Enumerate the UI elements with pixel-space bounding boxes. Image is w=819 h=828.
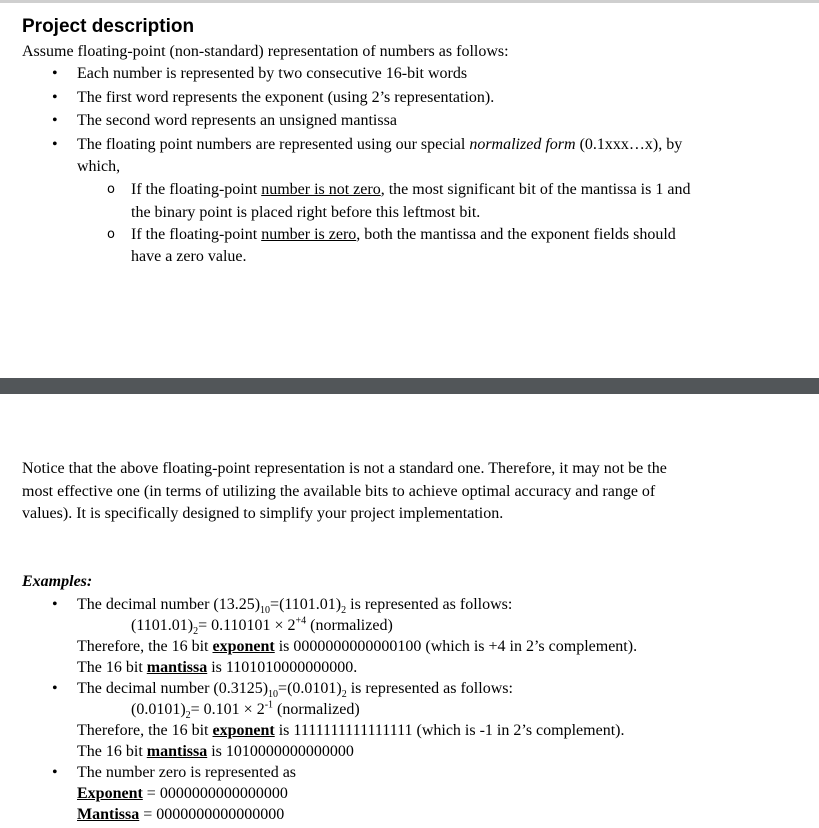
sub-bullet-1: If the floating-point number is not zero, the most significant bit of the mantissa is 1 and <box>131 181 691 198</box>
notice-line-1: Notice that the above floating-point representation is not a standard one. Therefore, it may not be the <box>22 460 667 477</box>
example-1-mantissa: The 16 bit mantissa is 1101010000000000. <box>77 659 358 676</box>
bullet-icon: • <box>52 136 58 153</box>
sub-bullet-1-line-2: the binary point is placed right before this leftmost bit. <box>131 204 481 221</box>
bullet-2: The first word represents the exponent (using 2’s representation). <box>77 89 495 106</box>
page-2 <box>0 394 819 828</box>
example-3-exponent: Exponent = 0000000000000000 <box>77 785 288 802</box>
sub-bullet-2-line-2: have a zero value. <box>131 248 247 265</box>
examples-title: Examples: <box>22 573 93 590</box>
example-1-normalized: $(1101.01)_2= 0.110101 \times 2^{+4}$ (normalized) <box>131 615 393 638</box>
example-1-intro: The decimal number $(13.25)_{10}=(1101.01)_2$ is represented as follows: <box>77 596 513 617</box>
example-2-mantissa: The 16 bit mantissa is 1010000000000000 <box>77 743 354 760</box>
bullet-icon: • <box>52 112 58 129</box>
page-divider <box>0 378 819 394</box>
zero-underlined: number is zero <box>261 226 357 243</box>
notice-line-2: most effective one (in terms of utilizing the available bits to achieve optimal accuracy and range of <box>22 483 656 500</box>
bullet-3: The second word represents an unsigned mantissa <box>77 112 397 129</box>
bullet-1: Each number is represented by two consecutive 16-bit words <box>77 65 468 82</box>
bullet-icon: • <box>52 764 58 781</box>
example-2-exponent: Therefore, the 16 bit exponent is 1111111111111111 (which is -1 in 2’s complement). <box>77 722 625 739</box>
section-title: Project description <box>22 16 195 37</box>
intro-text: Assume floating-point (non-standard) representation of numbers as follows: <box>22 43 509 60</box>
bullet-icon: • <box>52 596 58 613</box>
example-2-normalized: $(0.0101)_2= 0.101 \times 2^{-1}$ (normalized) <box>131 699 360 722</box>
example-1-exponent: Therefore, the 16 bit exponent is 0000000000000100 (which is +4 in 2’s complement). <box>77 638 638 655</box>
sub-bullet-icon: o <box>107 182 115 197</box>
bullet-4: The floating point numbers are represented using our special normalized form (0.1xxx…x), by <box>77 136 683 153</box>
example-3-mantissa: Mantissa = 0000000000000000 <box>77 806 285 823</box>
page-1 <box>0 3 819 378</box>
sub-bullet-2: If the floating-point number is zero, both the mantissa and the exponent fields should <box>131 226 676 243</box>
notice-line-3: values). It is specifically designed to simplify your project implementation. <box>22 505 504 522</box>
sub-bullet-icon: o <box>107 227 115 242</box>
bullet-4-line-2: which, <box>77 158 121 175</box>
bullet-icon: • <box>52 89 58 106</box>
bullet-icon: • <box>52 680 58 697</box>
example-3-intro: The number zero is represented as <box>77 764 297 781</box>
nonzero-underlined: number is not zero <box>261 181 381 198</box>
bullet-icon: • <box>52 65 58 82</box>
example-2-intro: The decimal number $(0.3125)_{10}=(0.0101)_2$ is represented as follows: <box>77 680 513 701</box>
normalized-form-emphasis: normalized form <box>469 136 576 153</box>
